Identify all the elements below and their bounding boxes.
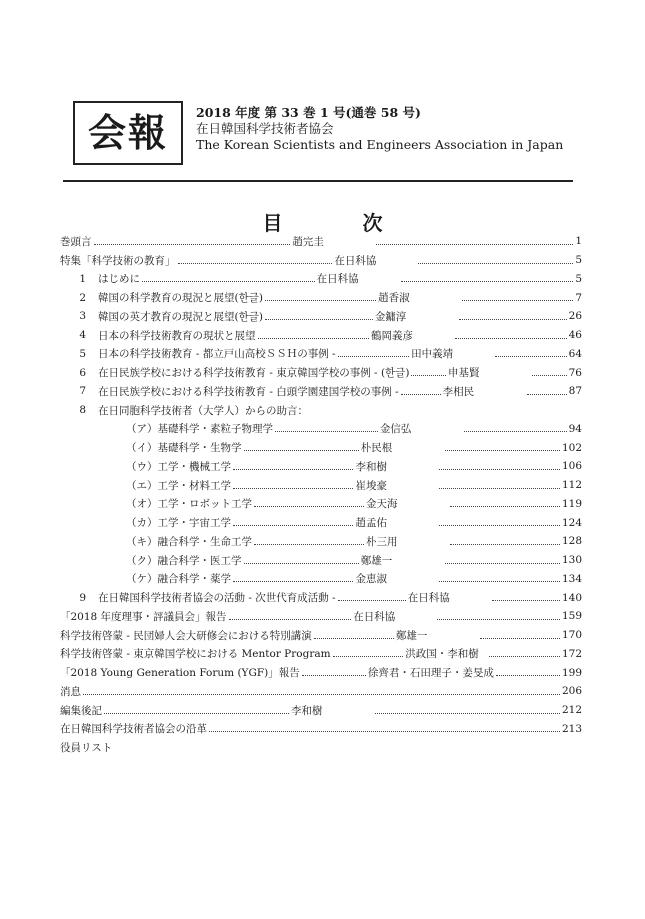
toc-entry-author: 在日科協 [334,254,377,267]
toc-entry-title: 韓国の英才教育の現況と展望(한글) [98,310,263,323]
toc-leader [439,488,559,489]
toc-entry-title: 消息 [60,685,81,698]
toc-entry-title: 在日韓国科学技術者協会の沿革 [60,723,207,736]
toc-entry[interactable] [60,457,582,476]
toc-leader [83,694,560,695]
toc-entry-title: （ウ）工学・機械工学 [126,460,231,473]
toc-entry-page: 130 [561,554,583,567]
toc-entry-title: 編集後記 [60,704,102,717]
toc-entry[interactable] [60,570,582,589]
issue-info: 2018 年度 第 33 巻 1 号(通巻 58 号) [196,105,421,120]
toc-entry-page: 5 [575,254,582,267]
header-divider [63,180,573,182]
toc-leader [104,713,289,714]
association-name-ja: 在日韓国科学技術者協会 [196,121,334,136]
toc-entry[interactable] [60,401,582,420]
toc-leader [178,263,333,264]
toc-leader [462,300,573,301]
toc-entry[interactable] [60,251,582,270]
toc-leader [233,581,353,582]
toc-leader [411,375,446,376]
toc-entry[interactable] [60,588,582,607]
toc-entry-author: 在日科協 [407,592,450,605]
toc-entry[interactable] [60,513,582,532]
toc-entry-title: （ク）融合科学・医工学 [126,554,242,567]
toc-entry[interactable] [60,288,582,307]
toc-leader [450,544,560,545]
toc-entry[interactable] [60,701,582,720]
toc-entry-page: 128 [561,535,583,548]
toc-leader [338,356,410,357]
toc-leader [229,619,352,620]
toc-leader [439,469,559,470]
toc-entry-page: 87 [568,385,583,398]
toc-entry-page: 124 [561,516,583,529]
toc-entry-author: 金鏞淳 [374,310,407,323]
toc-entry-author: 鄭雄一 [360,554,393,567]
toc-entry-number: 2 [79,291,86,304]
toc-entry-author: 朴三用 [365,535,398,548]
toc-entry-page: 199 [561,666,583,679]
toc-entry-page: 112 [561,479,583,492]
toc-entry-author: 在日科協 [353,610,396,623]
toc-entry-author: 趙孟佑 [355,517,387,530]
toc-leader [459,319,567,320]
toc-leader [314,638,394,639]
toc-leader [302,675,366,676]
toc-leader [439,581,559,582]
toc-entry-title: 在日韓国科学技術者協会の活動 - 次世代育成活動 - [98,592,336,605]
toc-entry[interactable] [60,382,582,401]
toc-entry-number: 3 [79,310,86,323]
toc-leader [209,731,560,732]
toc-entry[interactable] [60,607,582,626]
toc-entry[interactable] [60,326,582,345]
toc-entry-number: 9 [79,591,86,604]
toc-entry-title: （エ）工学・材料工学 [126,479,231,492]
toc-entry-author: 金天海 [365,498,398,511]
toc-entry-page: 140 [561,591,582,604]
toc-entry-page: 1 [575,235,582,248]
toc-entry-author: 李相民 [442,385,475,398]
toc-leader [492,600,560,601]
toc-entry-page: 134 [561,572,583,585]
toc-leader [418,263,573,264]
toc-entry-title: 在日民族学校における科学技術教育 - 東京韓国学校の事例 - (한글) [98,367,410,380]
toc-entry-number: 5 [79,347,86,360]
toc-entry-author: 李和樹 [290,704,323,717]
toc-entry-title: 巻頭言 [60,235,92,248]
toc-entry[interactable] [60,720,582,739]
toc-leader [450,506,560,507]
toc-entry[interactable] [60,232,582,251]
toc-entry-title: （カ）工学・宇宙工学 [126,517,231,530]
toc-entry-page: 7 [575,291,583,304]
toc-entry-author: 鄭雄一 [395,629,428,642]
toc-entry-page: 159 [561,610,583,623]
toc-leader [496,675,560,676]
toc-entry[interactable] [60,438,582,457]
toc-entry[interactable] [60,363,582,382]
toc-leader [464,431,567,432]
toc-entry-author: 趙香淑 [378,292,410,305]
toc-entry-author: 洪政国・李和樹 [405,648,479,661]
toc-entry[interactable] [60,270,582,289]
toc-leader [376,244,573,245]
toc-entry-title: （オ）工学・ロボット工学 [126,498,252,511]
toc-leader [375,713,560,714]
toc-leader [489,656,560,657]
toc-entry-page: 170 [561,629,582,642]
toc-leader [258,338,370,339]
toc-entry-author: 在日科協 [316,273,359,286]
toc-leader [495,356,567,357]
toc-entry-title: 韓国の科学教育の現況と展望(한글) [98,292,263,305]
toc-entry-number: 1 [79,272,86,285]
toc-entry-number: 8 [79,404,86,417]
toc-entry-author: 朴民根 [360,442,393,455]
toc-entry-page: 5 [575,272,582,285]
toc-entry-title: 科学技術啓蒙 - 東京韓国学校における Mentor Program [60,648,331,661]
toc-entry-author: 李和樹 [355,460,387,473]
toc-leader [338,600,406,601]
toc-leader [265,319,373,320]
toc-entry-author: 崔埈豪 [355,479,387,492]
toc-entry-page: 26 [568,310,583,323]
toc-entry[interactable] [60,645,582,664]
toc-leader [455,338,567,339]
toc-entry-page: 106 [561,460,583,473]
toc-leader [275,431,378,432]
toc-entry-number: 4 [79,329,86,342]
toc-entry[interactable] [60,307,582,326]
toc-entry[interactable] [60,626,582,645]
toc-leader [244,563,359,564]
toc-entry[interactable] [60,738,582,757]
toc-title: 目 次 [262,211,413,235]
toc-entry-title: （イ）基礎科学・生物学 [126,442,242,455]
logo: 会報 [73,101,183,165]
toc-entry-page: 46 [568,329,582,342]
toc-leader [401,281,574,282]
toc-entry-page: 206 [561,685,582,698]
toc-entry[interactable] [60,682,582,701]
toc-leader [265,300,376,301]
toc-entry-title: はじめに [98,273,140,286]
toc-leader [445,450,560,451]
toc-entry-author: 鶴岡義彦 [371,329,414,342]
toc-leader [445,563,560,564]
toc-leader [244,450,359,451]
toc-entry-title: （ア）基礎科学・素粒子物理学 [126,423,273,436]
toc-entry-title: 「2018 年度理事・評議員会」報告 [60,610,227,623]
toc-entry-title: 在日同胞科学技術者（大学人）からの助言： [98,404,308,417]
toc-entry-title: 役員リスト [60,742,113,755]
toc-entry-title: （ケ）融合科学・薬学 [126,573,231,586]
toc-leader [333,656,404,657]
toc-entry[interactable] [60,345,582,364]
toc-entry-title: 在日民族学校における科学技術教育 - 白頭学園建国学校の事例 - [98,385,399,398]
table-of-contents [60,232,582,757]
toc-entry-page: 76 [568,366,582,379]
toc-entry-page: 94 [568,422,582,435]
toc-entry-page: 212 [561,704,583,717]
toc-entry-author: 徐齊君・石田理子・姜旻成 [367,667,494,680]
toc-entry-title: （キ）融合科学・生命工学 [126,535,252,548]
toc-entry[interactable] [60,663,582,682]
toc-leader [142,281,315,282]
toc-entry-author: 金恵淑 [355,573,387,586]
toc-entry[interactable] [60,551,582,570]
toc-entry-author: 申基賢 [448,367,480,380]
toc-entry-page: 172 [561,647,583,660]
toc-entry[interactable] [60,476,582,495]
toc-entry-author: 趙完圭 [292,235,324,248]
toc-leader [254,544,364,545]
toc-entry-author: 田中義靖 [411,348,454,361]
toc-entry[interactable] [60,495,582,514]
toc-leader [233,525,353,526]
toc-entry-title: 科学技術啓蒙 - 民団婦人会大研修会における特別講演 [60,629,312,642]
toc-leader [254,506,364,507]
association-name-en: The Korean Scientists and Engineers Association in Japan [196,137,564,152]
toc-leader [480,638,560,639]
toc-entry-title: 日本の科学技術教育 - 都立戸山高校ＳＳＨの事例 - [98,348,336,361]
toc-entry[interactable] [60,420,582,439]
toc-leader [437,619,560,620]
toc-entry-title: 「2018 Young Generation Forum (YGF)」報告 [60,667,300,680]
toc-entry-page: 119 [561,497,583,510]
toc-leader [233,488,353,489]
toc-leader [532,375,567,376]
toc-leader [527,394,567,395]
toc-leader [439,525,559,526]
toc-entry-title: 日本の科学技術教育の現状と展望 [98,329,256,342]
toc-entry-author: 金信弘 [379,423,412,436]
toc-entry-page: 213 [561,722,582,735]
toc-entry-title: 特集「科学技術の教育」 [60,254,176,267]
toc-entry-page: 102 [561,441,583,454]
toc-entry-page: 64 [568,347,583,360]
toc-entry-number: 6 [79,366,86,379]
toc-entry[interactable] [60,532,582,551]
toc-leader [233,469,353,470]
toc-leader [401,394,441,395]
toc-leader [94,244,291,245]
toc-entry-number: 7 [79,385,86,398]
